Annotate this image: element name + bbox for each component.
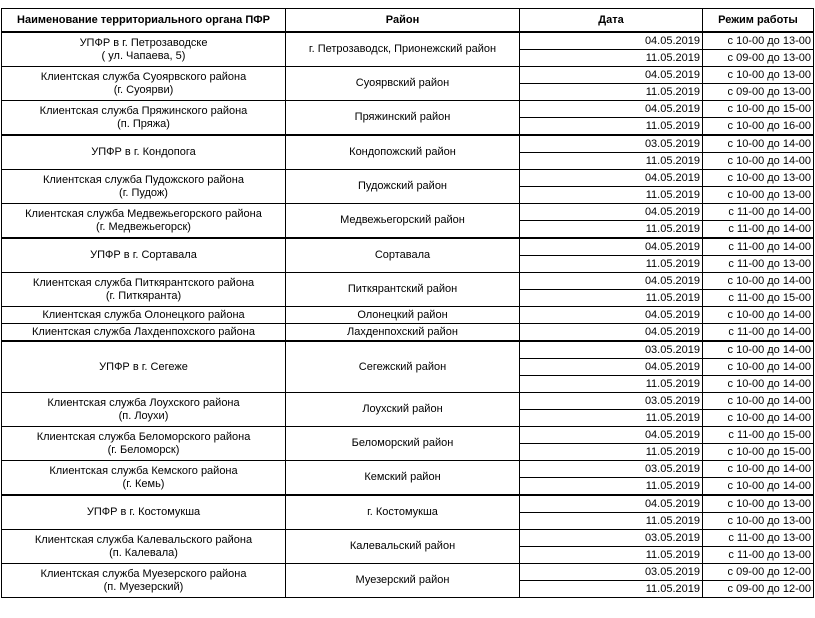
org-name-cell: [2, 204, 286, 239]
org-name-line: (г. Кемь): [122, 477, 165, 490]
hours-cell: с 09-00 до 12-00: [703, 564, 814, 581]
date-cell: 11.05.2019: [520, 153, 703, 170]
date-cell: 03.05.2019: [520, 341, 703, 359]
hours-cell: с 11-00 до 15-00: [703, 290, 814, 307]
hours-cell: с 10-00 до 13-00: [703, 513, 814, 530]
org-name-cell: [2, 273, 286, 307]
hours-cell: с 09-00 до 13-00: [703, 84, 814, 101]
org-name-line: (п. Пряжа): [117, 117, 170, 130]
org-name-cell: [2, 495, 286, 530]
hours-cell: с 09-00 до 13-00: [703, 50, 814, 67]
hours-cell: с 10-00 до 14-00: [703, 478, 814, 496]
org-name-line: Клиентская служба Лоухского района: [47, 396, 240, 409]
org-name-cell: [2, 564, 286, 598]
district-cell: Олонецкий район: [286, 307, 520, 324]
district-cell: Калевальский район: [286, 530, 520, 564]
org-name-line: (п. Калевала): [109, 546, 178, 559]
table-row: [2, 427, 814, 444]
table-row: [2, 204, 814, 221]
date-cell: 11.05.2019: [520, 118, 703, 136]
date-cell: 04.05.2019: [520, 307, 703, 324]
date-cell: 03.05.2019: [520, 564, 703, 581]
date-cell: 04.05.2019: [520, 324, 703, 342]
org-name-cell: [2, 461, 286, 496]
org-name-cell: [2, 324, 286, 342]
hours-cell: с 10-00 до 14-00: [703, 273, 814, 290]
date-cell: 11.05.2019: [520, 547, 703, 564]
hours-cell: с 10-00 до 16-00: [703, 118, 814, 136]
district-cell: Лахденпохский район: [286, 324, 520, 342]
hours-cell: с 10-00 до 15-00: [703, 444, 814, 461]
header-row: [2, 9, 814, 33]
date-cell: 04.05.2019: [520, 273, 703, 290]
date-cell: 11.05.2019: [520, 478, 703, 496]
org-name-line: УПФР в г. Сортавала: [90, 249, 197, 261]
org-name-line: ( ул. Чапаева, 5): [101, 49, 186, 62]
date-cell: 11.05.2019: [520, 513, 703, 530]
org-name-cell: [2, 393, 286, 427]
org-name-cell: [2, 307, 286, 324]
hours-cell: с 10-00 до 14-00: [703, 135, 814, 153]
org-name-line: УПФР в г. Петрозаводске: [79, 36, 208, 49]
org-name-cell: [2, 341, 286, 393]
date-cell: 11.05.2019: [520, 581, 703, 598]
org-name-cell: [2, 530, 286, 564]
date-cell: 11.05.2019: [520, 376, 703, 393]
org-name-line: (г. Медвежьегорск): [96, 220, 191, 233]
header-org: Наименование территориального органа ПФР: [2, 9, 286, 33]
org-name-line: Клиентская служба Суоярвского района: [40, 70, 247, 83]
district-cell: Беломорский район: [286, 427, 520, 461]
hours-cell: с 10-00 до 13-00: [703, 495, 814, 513]
table-row: [2, 307, 814, 324]
date-cell: 11.05.2019: [520, 50, 703, 67]
org-name-line: (п. Лоухи): [118, 409, 169, 422]
hours-cell: с 10-00 до 15-00: [703, 101, 814, 118]
org-name-line: Клиентская служба Питкярантского района: [32, 276, 255, 289]
hours-cell: с 11-00 до 13-00: [703, 256, 814, 273]
district-cell: Муезерский район: [286, 564, 520, 598]
org-name-line: Клиентская служба Пряжинского района: [39, 104, 248, 117]
hours-cell: с 11-00 до 14-00: [703, 238, 814, 256]
table-row: [2, 530, 814, 547]
table-row: [2, 341, 814, 359]
hours-cell: с 10-00 до 14-00: [703, 153, 814, 170]
hours-cell: с 10-00 до 14-00: [703, 359, 814, 376]
date-cell: 11.05.2019: [520, 221, 703, 239]
table-row: [2, 393, 814, 410]
hours-cell: с 09-00 до 12-00: [703, 581, 814, 598]
date-cell: 03.05.2019: [520, 393, 703, 410]
date-cell: 11.05.2019: [520, 410, 703, 427]
table-row: [2, 273, 814, 290]
org-name-line: (г. Пудож): [119, 186, 168, 199]
org-name-line: Клиентская служба Пудожского района: [42, 173, 244, 186]
date-cell: 04.05.2019: [520, 427, 703, 444]
table-row: [2, 564, 814, 581]
org-name-line: УПФР в г. Кондопога: [91, 146, 196, 158]
date-cell: 11.05.2019: [520, 290, 703, 307]
hours-cell: с 10-00 до 14-00: [703, 393, 814, 410]
hours-cell: с 11-00 до 14-00: [703, 324, 814, 342]
org-name-cell: [2, 238, 286, 273]
org-name-line: Клиентская служба Калевальского района: [34, 533, 253, 546]
district-cell: Кондопожский район: [286, 135, 520, 170]
date-cell: 04.05.2019: [520, 32, 703, 50]
district-cell: Сегежский район: [286, 341, 520, 393]
org-name-cell: [2, 135, 286, 170]
table-row: [2, 238, 814, 256]
date-cell: 04.05.2019: [520, 170, 703, 187]
hours-cell: с 10-00 до 13-00: [703, 32, 814, 50]
date-cell: 03.05.2019: [520, 530, 703, 547]
date-cell: 11.05.2019: [520, 256, 703, 273]
district-cell: Суоярвский район: [286, 67, 520, 101]
date-cell: 04.05.2019: [520, 101, 703, 118]
header-hours: Режим работы: [703, 9, 814, 33]
date-cell: 03.05.2019: [520, 135, 703, 153]
org-name-line: Клиентская служба Олонецкого района: [42, 308, 245, 321]
org-name-line: (г. Питкяранта): [105, 289, 182, 302]
header-date: Дата: [520, 9, 703, 33]
date-cell: 04.05.2019: [520, 238, 703, 256]
hours-cell: с 11-00 до 14-00: [703, 204, 814, 221]
table-row: [2, 495, 814, 513]
org-name-line: (г. Беломорск): [107, 443, 180, 456]
date-cell: 11.05.2019: [520, 187, 703, 204]
hours-cell: с 10-00 до 14-00: [703, 410, 814, 427]
date-cell: 11.05.2019: [520, 444, 703, 461]
org-name-cell: [2, 101, 286, 136]
district-cell: Кемский район: [286, 461, 520, 496]
hours-cell: с 10-00 до 14-00: [703, 461, 814, 478]
district-cell: Пудожский район: [286, 170, 520, 204]
hours-cell: с 11-00 до 14-00: [703, 221, 814, 239]
org-name-line: (г. Суоярви): [113, 83, 174, 96]
org-name-line: УПФР в г. Костомукша: [86, 506, 201, 518]
org-name-cell: [2, 427, 286, 461]
org-name-cell: [2, 170, 286, 204]
date-cell: 03.05.2019: [520, 461, 703, 478]
org-name-line: Клиентская служба Беломорского района: [36, 430, 251, 443]
org-name-line: (п. Муезерский): [103, 580, 184, 593]
table-row: [2, 170, 814, 187]
table-row: [2, 32, 814, 50]
district-cell: Питкярантский район: [286, 273, 520, 307]
hours-cell: с 10-00 до 13-00: [703, 170, 814, 187]
hours-cell: с 10-00 до 13-00: [703, 67, 814, 84]
district-cell: г. Петрозаводск, Прионежский район: [286, 32, 520, 67]
district-cell: Медвежьегорский район: [286, 204, 520, 239]
hours-cell: с 10-00 до 14-00: [703, 376, 814, 393]
hours-cell: с 10-00 до 14-00: [703, 307, 814, 324]
district-cell: Сортавала: [286, 238, 520, 273]
org-name-line: УПФР в г. Сегеже: [99, 360, 188, 373]
hours-cell: с 11-00 до 13-00: [703, 547, 814, 564]
date-cell: 04.05.2019: [520, 67, 703, 84]
district-cell: г. Костомукша: [286, 495, 520, 530]
table-row: [2, 67, 814, 84]
org-name-line: Клиентская служба Медвежьегорского района: [25, 207, 262, 220]
table-row: [2, 135, 814, 153]
hours-cell: с 11-00 до 13-00: [703, 530, 814, 547]
district-cell: Пряжинский район: [286, 101, 520, 136]
table-row: [2, 461, 814, 478]
date-cell: 04.05.2019: [520, 204, 703, 221]
org-name-line: Клиентская служба Муезерского района: [40, 567, 247, 580]
date-cell: 04.05.2019: [520, 359, 703, 376]
schedule-table: [1, 8, 814, 598]
date-cell: 04.05.2019: [520, 495, 703, 513]
table-row: [2, 101, 814, 118]
header-district: Район: [286, 9, 520, 33]
hours-cell: с 10-00 до 14-00: [703, 341, 814, 359]
org-name-cell: [2, 32, 286, 67]
org-name-cell: [2, 67, 286, 101]
org-name-line: Клиентская служба Лахденпохского района: [32, 325, 255, 338]
table-row: [2, 324, 814, 342]
date-cell: 11.05.2019: [520, 84, 703, 101]
district-cell: Лоухский район: [286, 393, 520, 427]
hours-cell: с 11-00 до 15-00: [703, 427, 814, 444]
hours-cell: с 10-00 до 13-00: [703, 187, 814, 204]
org-name-line: Клиентская служба Кемского района: [49, 464, 238, 477]
